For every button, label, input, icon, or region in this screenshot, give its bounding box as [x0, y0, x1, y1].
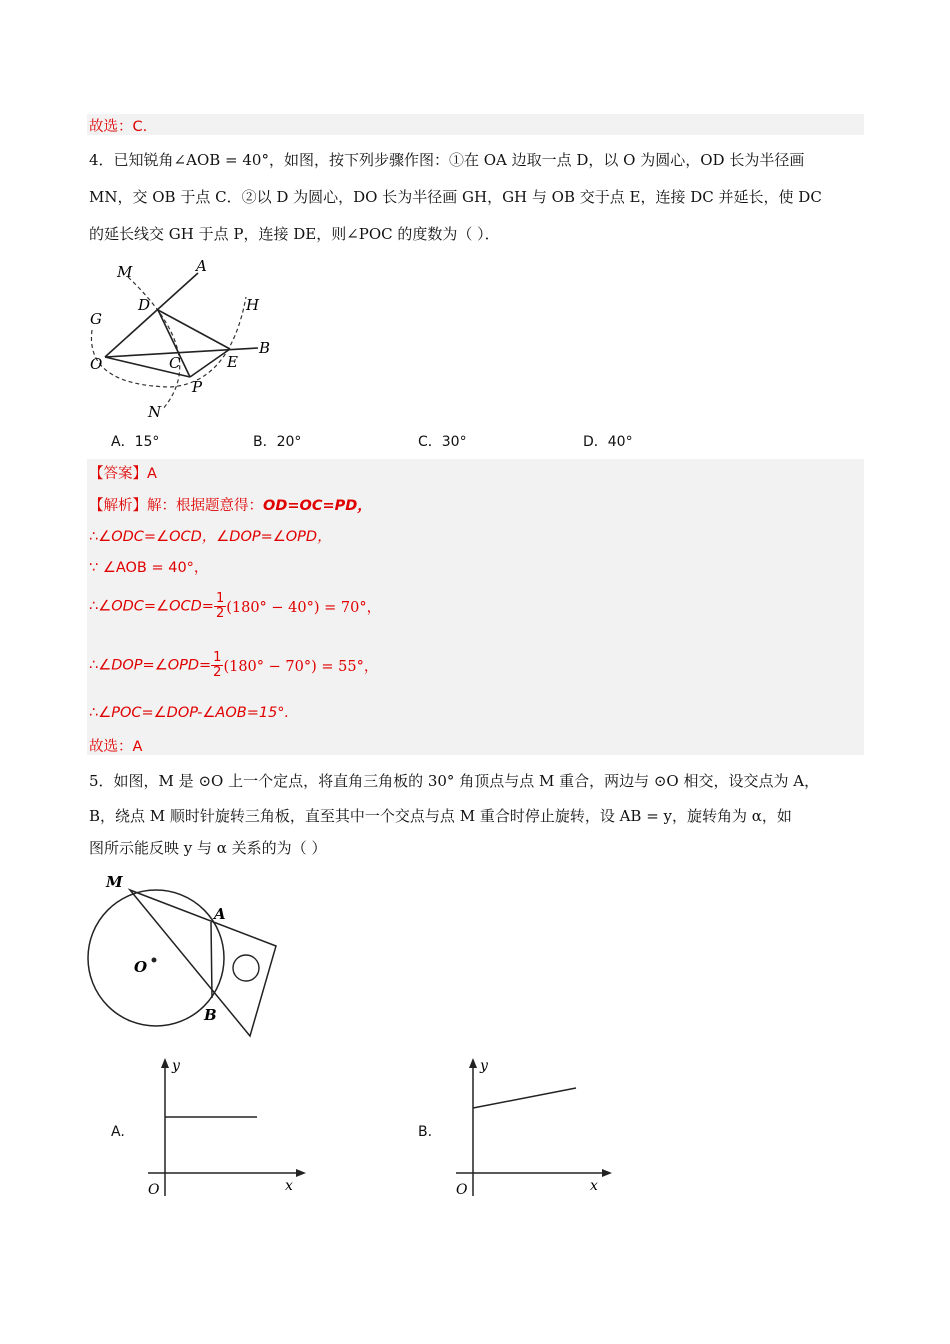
label-x: x: [590, 1178, 598, 1194]
label-h: H: [246, 296, 260, 314]
label-d: D: [138, 296, 151, 314]
line-de: [158, 310, 230, 349]
q4-step4: [89, 651, 378, 680]
line-pe: [190, 349, 230, 377]
q4-line2: MN，交 OB 于点 C．②以 D 为圆心，DO 长为半径画 GH，GH 与 OB 交于点 E，连接 DC 并延长，使 DC: [89, 188, 822, 206]
board-hole: [233, 955, 259, 981]
label-origin: O: [456, 1182, 468, 1198]
label-g: G: [90, 310, 102, 328]
label-origin: O: [148, 1182, 160, 1198]
q4-option-b: B．20°: [253, 434, 302, 450]
q4-option-d: D．40°: [583, 434, 633, 450]
label-o: O: [90, 355, 103, 373]
chord-ab: [211, 922, 212, 998]
y-arrow: [161, 1058, 169, 1068]
q4-step1: ∴∠ODC=∠OCD，∠DOP=∠OPD，: [89, 529, 332, 545]
center-o: [152, 958, 157, 963]
graph-line: [473, 1088, 576, 1108]
label-b: B: [259, 339, 271, 357]
label-y: y: [480, 1058, 488, 1074]
q4-line3: 的延长线交 GH 于点 P，连接 DE，则∠POC 的度数为（ ）．: [89, 225, 500, 243]
label-c: C: [169, 354, 181, 372]
q4-step2: ∵ ∠AOB = 40°，: [89, 560, 209, 576]
q4-step5: ∴∠POC=∠DOP-∠AOB=15°.: [89, 705, 290, 721]
label-n: N: [148, 403, 162, 421]
ray-oa: [105, 273, 198, 357]
q4-step4-rhs: (180° − 70°) = 55°，: [223, 659, 379, 675]
frac-den: 2: [215, 606, 225, 621]
y-arrow: [469, 1058, 477, 1068]
q4-step4-frac: [211, 651, 223, 680]
q4-figure: [80, 255, 290, 425]
frac-den: 2: [213, 665, 222, 680]
label-e: E: [227, 353, 238, 371]
label-o: O: [134, 958, 148, 976]
label-a: A: [196, 257, 207, 275]
x-arrow: [296, 1169, 306, 1177]
q4-step3: [89, 592, 381, 621]
q4-answer: 【答案】A: [89, 466, 157, 482]
label-b: B: [204, 1006, 217, 1024]
frac-num: 1: [215, 591, 225, 606]
q4-step3-frac: [214, 592, 226, 621]
label-y: y: [172, 1058, 180, 1074]
label-m: M: [106, 873, 123, 891]
q5-graph-b: [448, 1050, 623, 1200]
arc-gh: [91, 297, 246, 387]
q4-choose: 故选：A: [89, 739, 143, 755]
label-m: M: [117, 263, 133, 281]
q4-analysis-eq: OD=OC=PD，: [263, 498, 372, 514]
q5-line3: 图所示能反映 y 与 α 关系的为（ ）: [89, 839, 327, 857]
q5-line2: B，绕点 M 顺时针旋转三角板，直至其中一个交点与点 M 重合时停止旋转，设 AB = y，旋转角为 α，如: [89, 807, 792, 825]
q4-step3-lhs: ∴∠ODC=∠OCD=: [89, 598, 214, 615]
prev-answer-band: [87, 114, 864, 135]
q4-option-c: C．30°: [418, 434, 467, 450]
label-a: A: [214, 905, 226, 923]
label-p: P: [192, 378, 203, 396]
q4-step4-lhs: ∴∠DOP=∠OPD=: [89, 657, 212, 674]
q4-analysis-head: [89, 494, 372, 515]
q5-option-b: B.: [418, 1124, 433, 1140]
q4-step3-rhs: (180° − 40°) = 70°，: [226, 600, 382, 616]
q4-analysis-text: 【解析】解：根据题意得：: [89, 498, 263, 514]
q5-graph-a: [140, 1050, 315, 1200]
prev-answer: 故选：C.: [89, 119, 148, 135]
x-arrow: [602, 1169, 612, 1177]
q5-figure: [80, 868, 290, 1043]
triangle-board: [130, 890, 276, 1036]
frac-num: 1: [213, 650, 222, 665]
q4-line1: 4．已知锐角∠AOB = 40°，如图，按下列步骤作图：①在 OA 边取一点 D，以 O 为圆心，OD 长为半径画: [89, 151, 805, 169]
label-x: x: [285, 1178, 293, 1194]
q5-line1: 5．如图，M 是 ⊙O 上一个定点，将直角三角板的 30° 角顶点与点 M 重合，两边与 ⊙O 相交，设交点为 A，: [89, 772, 820, 790]
q4-option-a: A．15°: [111, 434, 160, 450]
q5-option-a: A.: [111, 1124, 125, 1140]
